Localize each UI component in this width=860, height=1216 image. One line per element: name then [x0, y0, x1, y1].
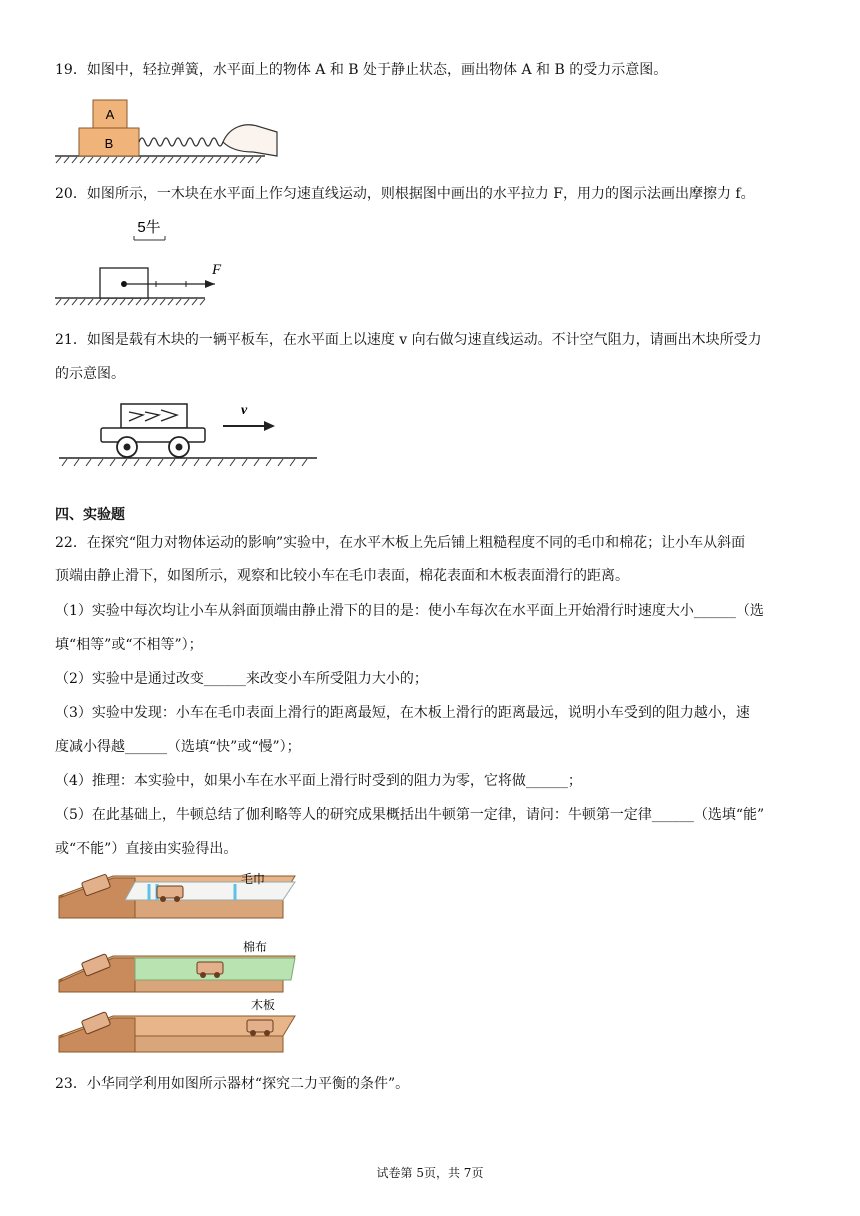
hand-icon	[223, 125, 277, 156]
force-label: F	[212, 262, 222, 278]
question-22-sub-4: （4）推理：本实验中，如果小车在水平面上滑行时受到的阻力为零，它将做______；	[55, 773, 582, 789]
question-21-text-1: 21．如图是载有木块的一辆平板车，在水平面上以速度 v 向右做匀速直线运动。不计空气阻力，请画出木块所受力	[55, 332, 762, 348]
figure-block-force	[55, 218, 255, 310]
incline-board	[59, 997, 295, 1052]
section-heading: 四、实验题	[55, 507, 125, 523]
figure-spring-blocks	[55, 96, 285, 164]
question-22-text-1: 22．在探究“阻力对物体运动的影响”实验中，在水平木板上先后铺上粗糙程度不同的毛巾和棉花；让小车从斜面	[55, 535, 746, 551]
cart-block	[121, 404, 187, 428]
question-22-text-2: 顶端由静止滑下，如图所示，观察和比较小车在毛巾表面，棉花表面和木板表面滑行的距离。	[55, 568, 629, 584]
spring	[139, 138, 223, 146]
question-22-sub-5-b: 或“不能”）直接由实验得出。	[55, 841, 238, 857]
velocity-label: v	[241, 403, 248, 418]
question-22-sub-1-b: 填“相等”或“不相等”）；	[55, 637, 203, 653]
question-20-text: 20．如图所示，一木块在水平面上作匀速直线运动，则根据图中画出的水平拉力 F，用力的图示法画出摩擦力 f。	[55, 186, 755, 202]
question-21-text-2: 的示意图。	[55, 366, 125, 382]
incline-cotton	[59, 939, 295, 992]
question-22-sub-2: （2）实验中是通过改变______来改变小车所受阻力大小的；	[55, 671, 428, 687]
cart-platform	[101, 428, 205, 442]
incline-towel	[59, 871, 295, 918]
label-cotton: 棉布	[243, 939, 268, 954]
label-a: A	[105, 107, 115, 122]
question-23-text: 23．小华同学利用如图所示器材“探究二力平衡的条件”。	[55, 1076, 410, 1092]
label-board: 木板	[251, 997, 276, 1012]
figure-inclines	[55, 870, 305, 1058]
scale-label: 5牛	[137, 219, 161, 236]
label-b: B	[104, 136, 114, 151]
page-footer: 试卷第 5页，共 7页	[376, 1166, 484, 1180]
figure-cart	[55, 398, 320, 468]
question-22-sub-5-a: （5）在此基础上，牛顿总结了伽利略等人的研究成果概括出牛顿第一定律，请问：牛顿第一定律______（选填“能”	[55, 807, 765, 823]
question-22-sub-1-a: （1）实验中每次均让小车从斜面顶端由静止滑下的目的是：使小车每次在水平面上开始滑行时速度大小______（选	[55, 603, 764, 619]
question-19-text: 19．如图中，轻拉弹簧，水平面上的物体 A 和 B 处于静止状态，画出物体 A 和 B 的受力示意图。	[55, 62, 668, 78]
question-22-sub-3-a: （3）实验中发现：小车在毛巾表面上滑行的距离最短，在木板上滑行的距离最远，说明小车受到的阻力越小，速	[55, 705, 750, 721]
label-towel: 毛巾	[241, 871, 266, 886]
question-22-sub-3-b: 度减小得越______（选填“快”或“慢”）；	[55, 739, 301, 755]
